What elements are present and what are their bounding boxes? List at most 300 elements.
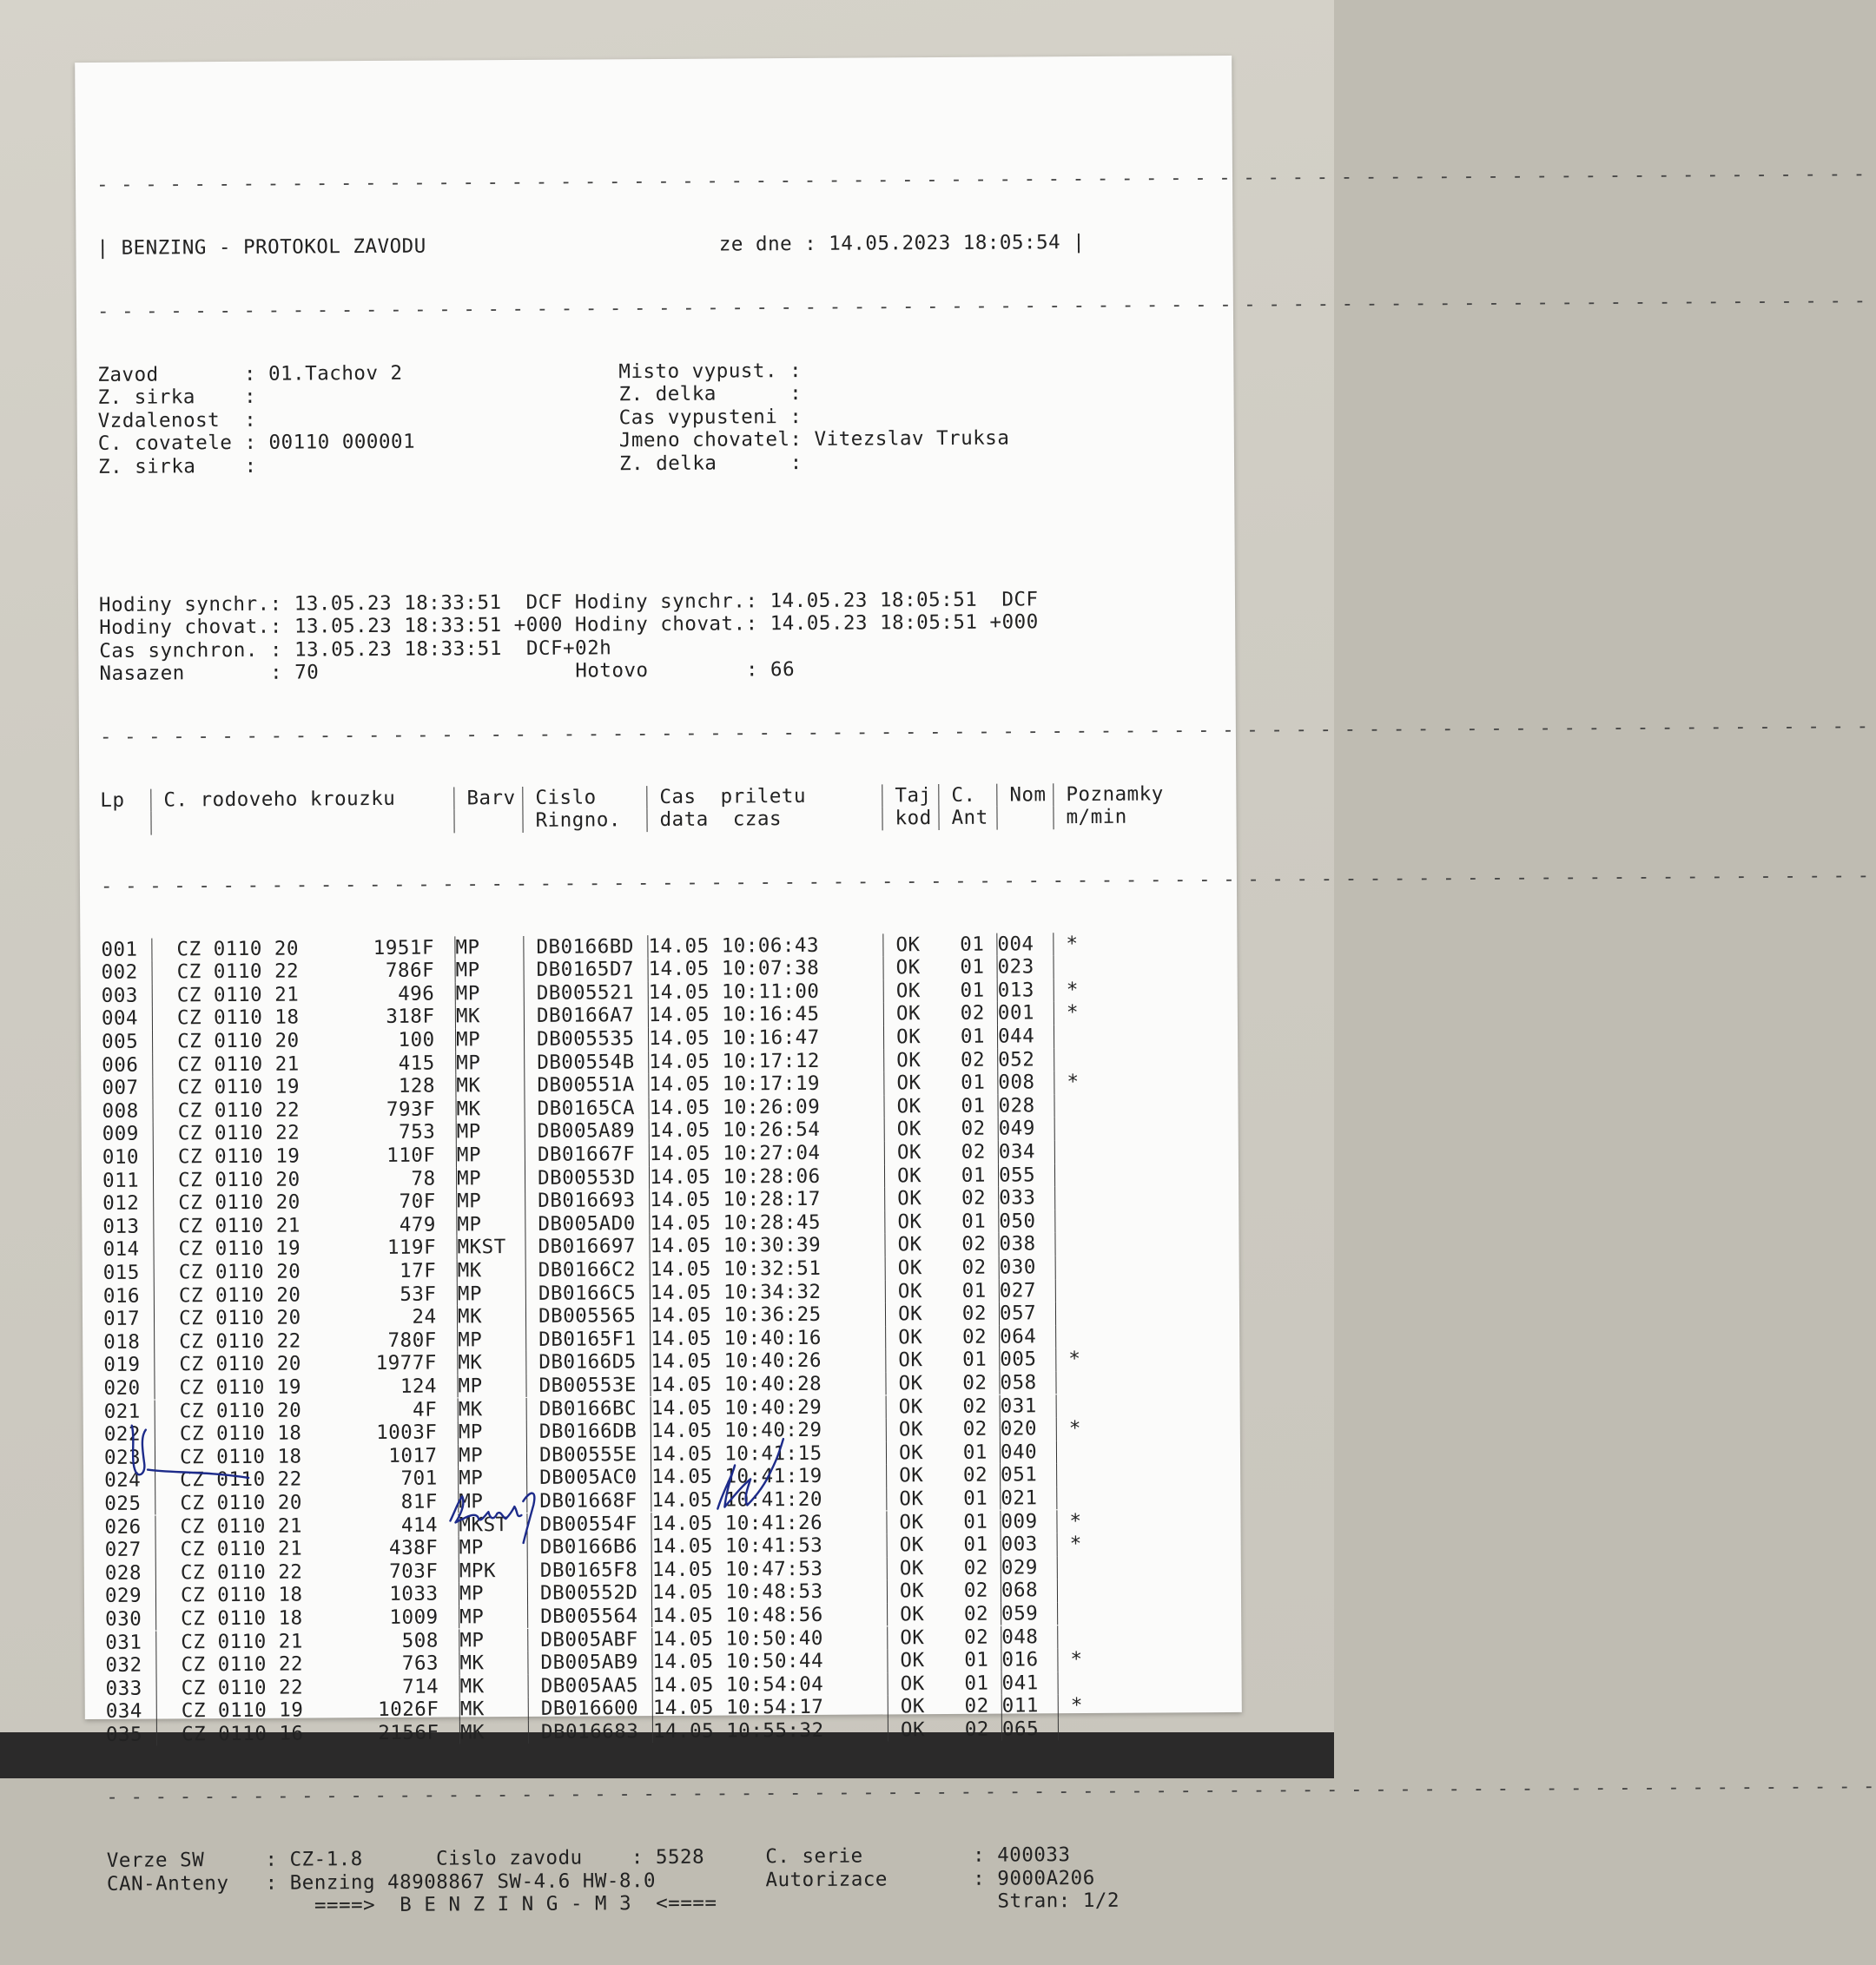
- cell-lp: 009: [102, 1123, 153, 1146]
- cell-note: [1054, 1047, 1124, 1071]
- cell-ring-prefix: CZ 0110 20: [155, 1491, 302, 1514]
- cell-barv: MP: [455, 1052, 524, 1075]
- info-label: Z. sirka: [98, 454, 233, 478]
- cell-ring-number: 496: [299, 982, 434, 1006]
- cell-ringno: DB005521: [524, 981, 648, 1005]
- cell-ringno: DB00551A: [524, 1073, 648, 1097]
- cell-ring-number: 793F: [300, 1098, 435, 1121]
- cell-barv: MP: [456, 1144, 525, 1167]
- cell-taj: OK: [886, 1395, 942, 1419]
- cell-taj: OK: [888, 1672, 944, 1696]
- cell-ringno: DB005AC0: [526, 1466, 651, 1489]
- cell-ant: 02: [941, 1187, 998, 1210]
- cell-taj: OK: [882, 956, 939, 979]
- cell-nom: 005: [999, 1348, 1055, 1372]
- cell-nom: 052: [997, 1048, 1054, 1072]
- cell-ring-prefix: CZ 0110 21: [155, 1514, 302, 1538]
- cell-ringno: DB0166C2: [525, 1258, 650, 1282]
- cell-ring: [154, 1352, 457, 1377]
- info-value: : 00110 000001: [232, 431, 415, 454]
- cell-ring-number: 81F: [302, 1491, 438, 1514]
- cell-ring: [155, 1490, 458, 1515]
- signature-left: [127, 1412, 258, 1491]
- cell-nom: 059: [1001, 1602, 1057, 1625]
- cell-nom: 038: [998, 1233, 1054, 1256]
- cell-note: [1054, 1140, 1125, 1164]
- signature-center: [439, 1467, 579, 1554]
- header-line: [96, 230, 1165, 260]
- cell-ring-prefix: CZ 0110 21: [153, 983, 300, 1006]
- cell-ant: 02: [943, 1625, 1001, 1649]
- cell-nom: 031: [1000, 1395, 1056, 1418]
- cell-ring: [152, 1006, 455, 1031]
- cell-taj: OK: [883, 1049, 940, 1072]
- cell-nom: 013: [997, 979, 1054, 1002]
- cell-nom: 041: [1001, 1672, 1058, 1695]
- cell-taj: OK: [887, 1533, 943, 1557]
- cell-ant: 02: [943, 1556, 1001, 1579]
- cell-ringno: DB0166BC: [526, 1397, 651, 1421]
- cell-nom: 057: [999, 1302, 1055, 1325]
- cell-note: [1054, 1210, 1125, 1233]
- cell-ant: 02: [941, 1325, 999, 1348]
- cell-nom: 011: [1001, 1694, 1058, 1718]
- cell-ring-number: 415: [300, 1052, 435, 1075]
- cell-ant: 02: [942, 1395, 1000, 1418]
- cell-barv: MK: [459, 1698, 528, 1721]
- cell-lp: 034: [106, 1700, 156, 1724]
- cell-ringno: DB00554F: [526, 1513, 651, 1536]
- cell-lp: 014: [102, 1238, 153, 1262]
- cell-ring-number: 703F: [302, 1559, 438, 1583]
- cell-ring: [153, 1236, 456, 1262]
- cell-ring-number: 24: [301, 1306, 437, 1329]
- cell-ringno: DB0165F1: [525, 1328, 650, 1351]
- cell-barv: MP: [456, 1120, 525, 1144]
- table-header-cell: Nom: [996, 783, 1053, 807]
- cell-arrival: 14.05 10:41:15: [651, 1441, 886, 1466]
- protocol-date: ze dne : 14.05.2023 18:05:54 |: [719, 231, 1086, 256]
- cell-nom: 050: [998, 1210, 1054, 1233]
- cell-note: *: [1056, 1417, 1126, 1441]
- cell-ring-prefix: CZ 0110 22: [155, 1468, 302, 1492]
- cell-ringno: DB016693: [525, 1189, 649, 1212]
- cell-barv: MP: [454, 936, 523, 959]
- cell-nom: 055: [998, 1164, 1054, 1187]
- cell-ring-prefix: CZ 0110 20: [153, 1030, 300, 1053]
- cell-taj: OK: [886, 1511, 942, 1534]
- cell-ringno: DB00553E: [525, 1374, 650, 1397]
- cell-nom: 021: [1000, 1487, 1056, 1510]
- cell-arrival: 14.05 10:26:54: [649, 1118, 884, 1143]
- table-header: [100, 766, 1168, 858]
- cell-taj: OK: [885, 1280, 941, 1303]
- cell-lp: 026: [104, 1515, 155, 1539]
- cell-nom: 027: [999, 1279, 1055, 1302]
- info-value: :: [232, 408, 256, 431]
- cell-ant: 02: [944, 1718, 1001, 1741]
- cell-ringno: DB005565: [525, 1304, 650, 1328]
- cell-ring-prefix: CZ 0110 20: [154, 1191, 301, 1215]
- cell-ring-prefix: CZ 0110 22: [154, 1122, 301, 1145]
- cell-arrival: 14.05 10:40:29: [651, 1395, 886, 1420]
- cell-taj: OK: [887, 1626, 943, 1650]
- cell-arrival: 14.05 10:36:25: [650, 1303, 885, 1328]
- cell-barv: MK: [457, 1351, 525, 1375]
- cell-ant: 01: [942, 1441, 1000, 1464]
- cell-arrival: 14.05 10:26:09: [648, 1095, 883, 1119]
- cell-taj: OK: [884, 1141, 941, 1164]
- cell-ant: 02: [941, 1372, 999, 1395]
- cell-ring: [155, 1513, 458, 1539]
- cell-taj: OK: [883, 1025, 940, 1049]
- cell-lp: 013: [102, 1215, 153, 1238]
- cell-lp: 025: [104, 1492, 155, 1515]
- cell-ring-prefix: CZ 0110 19: [155, 1375, 301, 1399]
- cell-ringno: DB0165CA: [524, 1097, 648, 1120]
- cell-ring-prefix: CZ 0110 19: [154, 1237, 301, 1261]
- divider: - - - - - - - - - - - - - - - - - - - - - - - - - - - - - - - - - - - - - - - - - - - - - - - - - - - - - - - - - - - - - - - - - - - - - - - - -: [96, 173, 1165, 191]
- cell-taj: OK: [884, 1118, 941, 1141]
- cell-nom: 051: [1000, 1464, 1056, 1487]
- cell-ant: 01: [940, 1072, 997, 1095]
- cell-arrival: 14.05 10:17:19: [648, 1072, 883, 1097]
- cell-taj: OK: [887, 1649, 943, 1672]
- cell-ring-prefix: CZ 0110 20: [155, 1353, 301, 1376]
- cell-arrival: 14.05 10:07:38: [647, 957, 882, 981]
- cell-ring: [152, 982, 455, 1007]
- cell-ring: [152, 1028, 455, 1053]
- cell-ring-prefix: CZ 0110 19: [157, 1699, 304, 1723]
- cell-note: *: [1054, 1001, 1124, 1025]
- cell-arrival: 14.05 10:41:19: [651, 1465, 886, 1489]
- cell-ant: 02: [944, 1695, 1001, 1718]
- cell-taj: OK: [883, 1072, 940, 1095]
- cell-arrival: 14.05 10:28:06: [649, 1164, 884, 1189]
- cell-note: [1053, 955, 1123, 979]
- cell-note: [1054, 1186, 1125, 1210]
- cell-nom: 029: [1001, 1556, 1057, 1579]
- info-value: :: [790, 451, 803, 473]
- cell-barv: MP: [456, 1167, 525, 1190]
- cell-ringno: DB005564: [527, 1605, 651, 1628]
- cell-ring-prefix: CZ 0110 22: [153, 1098, 300, 1122]
- cell-ring-number: 100: [300, 1029, 435, 1052]
- info-left-field: [98, 452, 619, 478]
- cell-arrival: 14.05 10:06:43: [647, 933, 882, 958]
- cell-ring-prefix: CZ 0110 20: [155, 1307, 301, 1330]
- cell-ring-number: 53F: [301, 1283, 436, 1306]
- cell-ring-prefix: CZ 0110 22: [153, 960, 300, 984]
- cell-lp: 012: [102, 1192, 153, 1216]
- cell-taj: OK: [884, 1164, 941, 1188]
- info-label: Misto vypust.: [618, 359, 789, 383]
- cell-arrival: 14.05 10:27:04: [649, 1141, 884, 1165]
- cell-barv: MKST: [458, 1513, 526, 1536]
- cell-ring: [154, 1329, 457, 1354]
- cell-arrival: 14.05 10:48:53: [651, 1580, 887, 1605]
- cell-ring-number: 786F: [299, 959, 434, 983]
- cell-ring: [154, 1283, 457, 1308]
- cell-ant: 02: [942, 1418, 1000, 1441]
- cell-ring-number: 508: [303, 1629, 439, 1652]
- cell-barv: MP: [458, 1421, 526, 1444]
- cell-arrival: 14.05 10:40:16: [650, 1326, 885, 1350]
- info-label: Vzdalenost: [98, 408, 233, 432]
- cell-barv: MP: [455, 982, 524, 1006]
- cell-ant: 02: [943, 1579, 1001, 1603]
- cell-arrival: 14.05 10:47:53: [651, 1557, 887, 1581]
- cell-ringno: DB01668F: [526, 1489, 651, 1513]
- cell-ring-number: 78: [301, 1167, 436, 1190]
- cell-ringno: DB016683: [528, 1720, 652, 1744]
- cell-arrival: 14.05 10:28:17: [649, 1188, 884, 1212]
- cell-ring-number: 2156F: [303, 1721, 439, 1744]
- divider: - - - - - - - - - - - - - - - - - - - - - - - - - - - - - - - - - - - - - - - - - - - - - - - - - - - - - - - - - - - - - - - - - - - - - - - - -: [97, 300, 1166, 318]
- cell-ring-prefix: CZ 0110 20: [154, 1168, 301, 1191]
- info-value: : 01.Tachov 2: [232, 361, 403, 385]
- cell-ring-prefix: CZ 0110 18: [155, 1445, 302, 1468]
- cell-ant: 02: [940, 1002, 997, 1025]
- cell-nom: 020: [1000, 1417, 1056, 1441]
- cell-note: *: [1053, 932, 1123, 955]
- cell-note: [1058, 1718, 1128, 1741]
- cell-ring: [155, 1583, 459, 1608]
- clock-line: Cas synchron. : 13.05.23 18:33:51 DCF+02h: [99, 633, 1167, 663]
- cell-ring: [152, 1052, 455, 1077]
- cell-ringno: DB005AA5: [528, 1674, 652, 1698]
- cell-lp: 024: [104, 1469, 155, 1493]
- cell-arrival: 14.05 10:34:32: [650, 1280, 885, 1304]
- cell-nom: 040: [1000, 1441, 1056, 1464]
- cell-ring: [153, 1190, 456, 1216]
- cell-arrival: 14.05 10:48:56: [651, 1603, 887, 1627]
- cell-lp: 023: [104, 1446, 155, 1469]
- cell-barv: MP: [458, 1444, 526, 1467]
- cell-ring-number: 714: [303, 1675, 439, 1698]
- cell-ringno: DB0166D5: [525, 1350, 650, 1374]
- cell-ring-prefix: CZ 0110 20: [152, 937, 299, 960]
- info-left-field: [97, 360, 618, 386]
- cell-lp: 030: [105, 1607, 155, 1631]
- cell-taj: OK: [882, 933, 939, 957]
- cell-lp: 002: [102, 961, 152, 985]
- cell-lp: 035: [106, 1723, 156, 1746]
- cell-arrival: 14.05 10:30:39: [649, 1234, 884, 1258]
- cell-taj: OK: [884, 1233, 941, 1256]
- divider: - - - - - - - - - - - - - - - - - - - - - - - - - - - - - - - - - - - - - - - - - - - - - - - - - - - - - - - - - - - - - - - - - - - - - - - - -: [101, 874, 1169, 893]
- cell-ringno: DB01667F: [525, 1143, 649, 1166]
- cell-ringno: DB016697: [525, 1235, 649, 1258]
- cell-arrival: 14.05 10:11:00: [648, 979, 883, 1004]
- info-label: Z. sirka: [97, 386, 232, 409]
- cell-ring-prefix: CZ 0110 18: [155, 1422, 302, 1446]
- cell-ring-prefix: CZ 0110 22: [155, 1329, 301, 1353]
- cell-taj: OK: [883, 1002, 940, 1025]
- cell-arrival: 14.05 10:54:17: [652, 1696, 888, 1720]
- cell-note: *: [1057, 1533, 1127, 1556]
- cell-note: *: [1057, 1648, 1127, 1672]
- cell-ring-number: 119F: [301, 1236, 436, 1260]
- info-label: Z. delka: [618, 382, 789, 406]
- cell-nom: 008: [997, 1071, 1054, 1094]
- footer-line: ====> B E N Z I N G - M 3 <==== Stran: 1/2: [107, 1889, 1175, 1919]
- cell-note: [1054, 1163, 1125, 1186]
- cell-ring-prefix: CZ 0110 22: [157, 1676, 304, 1699]
- cell-ring-number: 414: [302, 1513, 438, 1537]
- cell-nom: 023: [996, 956, 1053, 979]
- cell-ring-number: 1003F: [301, 1421, 437, 1445]
- cell-nom: 030: [999, 1256, 1055, 1279]
- cell-arrival: 14.05 10:40:29: [651, 1419, 886, 1443]
- cell-nom: 068: [1001, 1579, 1057, 1603]
- cell-ant: 02: [941, 1141, 998, 1164]
- cell-arrival: 14.05 10:40:28: [650, 1372, 885, 1396]
- cell-taj: OK: [887, 1579, 943, 1603]
- cell-note: *: [1054, 979, 1124, 1002]
- cell-barv: MP: [457, 1375, 525, 1398]
- info-label: Zavod: [97, 362, 232, 386]
- cell-ant: 01: [943, 1649, 1001, 1672]
- footer-block: [107, 1827, 1175, 1942]
- cell-ring-prefix: CZ 0110 22: [156, 1560, 303, 1584]
- table-header-cell: Poznamky: [1053, 782, 1123, 806]
- cell-ring: [153, 1167, 456, 1192]
- cell-ringno: DB0166B6: [527, 1535, 651, 1559]
- cell-nom: 004: [996, 933, 1053, 956]
- info-value: :: [789, 359, 802, 381]
- cell-lp: 031: [105, 1631, 155, 1654]
- protocol-text: [96, 127, 1176, 1964]
- cell-ring: [153, 1121, 456, 1146]
- table-header-cell: [150, 810, 453, 835]
- info-value: :: [789, 405, 802, 427]
- cell-lp: 003: [102, 984, 152, 1007]
- cell-barv: MP: [455, 959, 524, 982]
- table-header-cell: [996, 806, 1053, 829]
- cell-ring-prefix: CZ 0110 18: [156, 1584, 303, 1607]
- cell-ring: [154, 1259, 457, 1284]
- cell-arrival: 14.05 10:16:47: [648, 1025, 883, 1050]
- cell-taj: OK: [888, 1718, 944, 1742]
- cell-taj: OK: [883, 979, 940, 1003]
- cell-ringno: DB005A89: [525, 1120, 649, 1144]
- cell-lp: 020: [103, 1377, 154, 1401]
- cell-note: [1055, 1278, 1126, 1302]
- cell-nom: 016: [1001, 1648, 1057, 1672]
- cell-taj: OK: [886, 1487, 942, 1511]
- cell-nom: 044: [997, 1025, 1054, 1048]
- cell-arrival: 14.05 10:40:26: [650, 1349, 885, 1374]
- table-header-cell: Ant: [938, 807, 996, 830]
- cell-nom: 009: [1000, 1510, 1056, 1533]
- cell-barv: MP: [457, 1329, 525, 1352]
- cell-note: [1057, 1555, 1127, 1579]
- cell-ringno: DB0166A7: [524, 1005, 648, 1028]
- cell-barv: MK: [459, 1652, 527, 1675]
- cell-ring-prefix: CZ 0110 22: [156, 1653, 303, 1677]
- cell-barv: MK: [459, 1675, 528, 1698]
- cell-lp: 019: [103, 1354, 154, 1377]
- cell-nom: 065: [1001, 1718, 1058, 1741]
- info-value: : Vitezslav Truksa: [789, 427, 1009, 452]
- cell-ant: 02: [941, 1256, 999, 1280]
- cell-taj: OK: [887, 1557, 943, 1580]
- cell-note: [1056, 1487, 1126, 1510]
- info-left-field: [98, 406, 619, 432]
- table-header-cell: m/min: [1053, 806, 1123, 829]
- cell-ring-prefix: CZ 0110 18: [153, 1006, 300, 1030]
- cell-lp: 010: [102, 1146, 153, 1170]
- cell-arrival: 14.05 10:32:51: [650, 1256, 885, 1281]
- cell-ring: [155, 1606, 459, 1631]
- cell-ring-number: 110F: [300, 1144, 435, 1168]
- cell-note: [1057, 1625, 1127, 1648]
- cell-barv: MKST: [456, 1236, 525, 1259]
- cell-lp: 022: [104, 1423, 155, 1447]
- cell-nom: 001: [997, 1002, 1054, 1025]
- cell-lp: 001: [101, 938, 151, 961]
- cell-ring: [155, 1652, 459, 1678]
- cell-ring: [151, 936, 454, 961]
- cell-ring: [153, 1213, 456, 1238]
- cell-ring-number: 128: [300, 1075, 435, 1098]
- cell-ring-number: 1033: [302, 1583, 438, 1606]
- cell-ring-number: 1017: [301, 1444, 437, 1467]
- cell-taj: OK: [886, 1418, 942, 1441]
- cell-ring: [152, 1098, 455, 1123]
- cell-ring-prefix: CZ 0110 20: [155, 1261, 301, 1284]
- cell-taj: OK: [886, 1441, 942, 1465]
- cell-ring: [152, 1075, 455, 1100]
- cell-ringno: DB005AD0: [525, 1212, 649, 1236]
- cell-ant: 02: [941, 1302, 999, 1326]
- cell-lp: 008: [102, 1099, 152, 1123]
- info-value: :: [232, 386, 256, 408]
- cell-ring-prefix: CZ 0110 19: [154, 1145, 301, 1169]
- cell-barv: MP: [456, 1213, 525, 1236]
- cell-ring-prefix: CZ 0110 20: [155, 1283, 301, 1307]
- cell-ring-number: 4F: [301, 1398, 437, 1421]
- cell-ring-prefix: CZ 0110 16: [157, 1722, 304, 1745]
- cell-note: *: [1055, 1348, 1126, 1371]
- cell-ant: 01: [940, 979, 997, 1002]
- cell-lp: 027: [105, 1539, 155, 1562]
- cell-barv: MP: [459, 1606, 527, 1629]
- cell-barv: MK: [455, 1098, 524, 1121]
- cell-barv: MK: [457, 1259, 525, 1283]
- cell-ring-prefix: CZ 0110 19: [153, 1076, 300, 1099]
- cell-note: [1054, 1117, 1125, 1140]
- cell-barv: MP: [458, 1467, 526, 1490]
- cell-ring-number: 1951F: [299, 936, 434, 959]
- cell-arrival: 14.05 10:41:20: [651, 1487, 886, 1512]
- cell-note: [1055, 1256, 1126, 1279]
- cell-ant: 01: [944, 1672, 1001, 1695]
- cell-ring-prefix: CZ 0110 20: [155, 1399, 302, 1422]
- cell-ring: [152, 959, 455, 985]
- cell-ring-prefix: CZ 0110 21: [154, 1214, 301, 1237]
- cell-ant: 01: [941, 1210, 998, 1233]
- cell-lp: 011: [102, 1169, 153, 1192]
- cell-ringno: DB0166C5: [525, 1282, 650, 1305]
- cell-ringno: DB00553D: [525, 1166, 649, 1190]
- clock-line: Hodiny synchr.: 13.05.23 18:33:51 DCF Hodiny synchr.: 14.05.23 18:05:51 DCF: [99, 587, 1167, 617]
- signature-right: [700, 1421, 805, 1527]
- cell-nom: 034: [998, 1140, 1054, 1164]
- info-left-field: [98, 429, 619, 455]
- cell-lp: 005: [102, 1031, 152, 1054]
